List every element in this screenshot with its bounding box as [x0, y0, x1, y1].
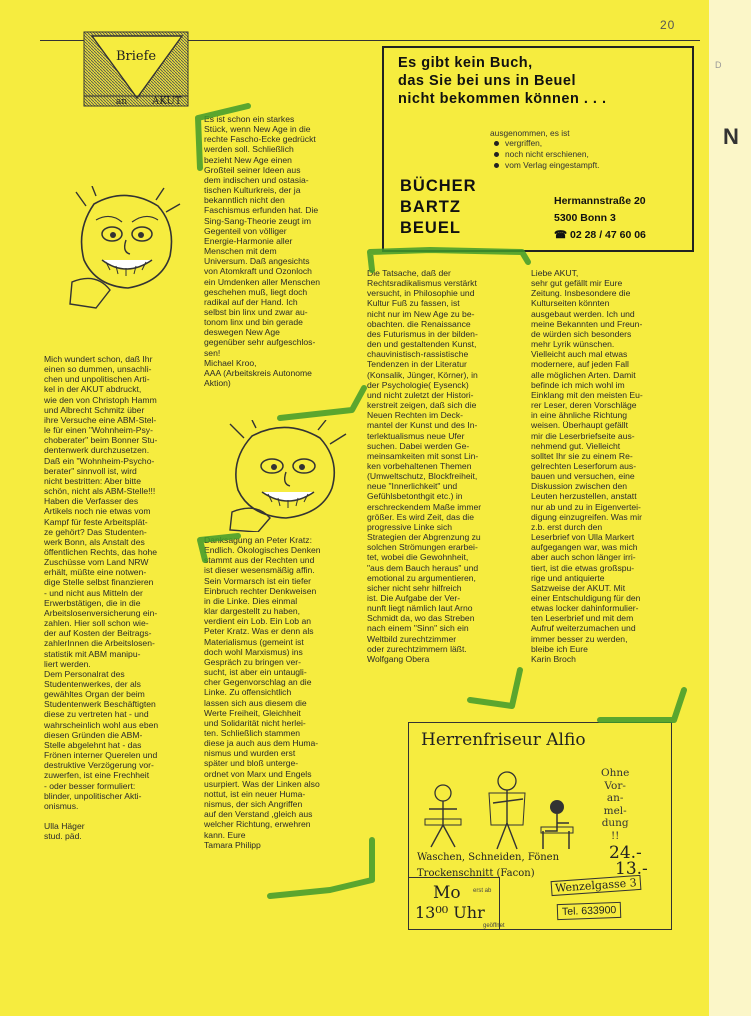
- service-wash-cut-dry: Waschen, Schneiden, Fönen: [417, 852, 560, 863]
- bullet-text: noch nicht erschienen,: [505, 149, 589, 159]
- side-word: !!: [610, 829, 620, 842]
- price-wash-cut-dry: 24.-: [609, 843, 642, 863]
- shop-name-line-2: BARTZ: [400, 198, 461, 216]
- shop-name-line-1: BÜCHER: [400, 177, 477, 195]
- barber-scene-illustration: [419, 763, 594, 851]
- bullet-item: [494, 160, 600, 170]
- shop-name: [400, 176, 477, 239]
- alfio-no-appointment: [601, 767, 629, 843]
- page-number: 20: [660, 18, 676, 32]
- bullet-dot-icon: [494, 141, 499, 146]
- bullet-text: vom Verlag eingestampft.: [505, 160, 600, 170]
- opening-time: 13⁰⁰ Uhr: [415, 903, 485, 922]
- bullet-dot-icon: [494, 152, 499, 157]
- side-word: dung: [601, 817, 629, 830]
- buecher-bartz-advert: [382, 46, 694, 252]
- letter-michael-kroo: Es ist schon ein starkes Stück, wenn New Age in die rechte Fascho-Ecke gedrückt werden soll. Schließlich bezieht New Age einen Großteil seiner Ideen aus dem indischen und ostasia- tischen Kulturkreis, der ja bekanntlich nicht den Faschismus erfunden hat. Die Sing-Sang-Theorie zeugt im Gegenteil von völliger Energie-Harmonie aller Menschen mit dem Universum. Daß angesichts von Atomkraft und Ozonloch ein Umdenken aller Menschen geschehen muß, liegt doch radikal auf der Hand. Ich selbst bin linx und zwar au- tonom linx und bin gerade deswegen New Age gegenüber sehr aufgeschlos- sen! Michael Kroo, AAA (Arbeitskreis Autonome Aktion): [204, 114, 321, 389]
- price-dry-cut: 13.-: [615, 859, 648, 879]
- edge-letter-n: N: [723, 124, 739, 149]
- side-word: an-: [606, 792, 624, 805]
- headline-line-3: nicht bekommen können . . .: [398, 91, 607, 107]
- opening-open-label: geöffnet: [483, 923, 505, 929]
- advert-headline: [398, 54, 606, 108]
- shop-address: [554, 193, 646, 244]
- shop-street: Hermannstraße 20: [554, 195, 646, 207]
- advert-subline: ausgenommen, es ist: [490, 128, 570, 138]
- bullet-item: [494, 149, 589, 159]
- letter-karin-broch: Liebe AKUT, sehr gut gefällt mir Eure Zeitung. Insbesondere die Kulturseiten könnten ausgebaut werden. Ich und meine Bekannten und Freun- de würden sich besonders mehr Lyrik wünschen. Vielleicht auch mal etwas modernere, auf jeden Fall alle möglichen Arten. Damit befinde ich mich wohl im Einklang mit den meisten Eu- rer Leser, deren Vorschläge in eine ähnliche Richtung weisen. Überhaupt gefällt mir die Leserbriefseite aus- nehmend gut. Vielleicht solltet Ihr sie zu einem Re- gelrechten Leserforum aus- bauen und versuchen, eine Diskussion zwischen den Leuten herzustellen, anstatt nur ab und zu in Eigenvertei- digung einzugreifen. Was mir z.b. erst durch den Leserbrief von Ulla Markert aufgegangen war, was mich aber auch schon länger irri- tiert, ist die etwas großspu- rige und antiquierte Satzweise der AKUT. Mit einer Entschuldigung für den etwas locker dahinformulier- ten Leserbrief und mit dem Aufruf weiterzumachen und immer besser zu werden, bleibe ich Eure Karin Broch: [531, 268, 643, 664]
- edge-letter-d: D: [715, 60, 722, 70]
- next-page-edge: [709, 0, 751, 1016]
- bullet-dot-icon: [494, 163, 499, 168]
- service-dry-cut: Trockenschnitt (Facon): [417, 868, 535, 879]
- shop-city: 5300 Bonn 3: [554, 212, 616, 224]
- logo-word-akut: AKUT: [152, 96, 182, 107]
- alfio-phone: Tel. 633900: [557, 902, 622, 920]
- alfio-title: Herrenfriseur Alfio: [421, 730, 586, 750]
- herrenfriseur-alfio-advert: [408, 722, 672, 930]
- briefe-an-akut-logo: [82, 30, 192, 108]
- letter-wolfgang-obera: Die Tatsache, daß der Rechtsradikalismus verstärkt versucht, in Philosophie und Kultur Fuß zu fassen, ist nicht nur im New Age zu be- obachten. die Renaissance des Futurismus in der bilden- den und gestaltenden Kunst, chauvinistisch-rassistische Tendenzen in der Literatur (Konsalik, Jünger, Körner), in der Psychologie( Eysenck) und nicht zuletzt der Histori- kerstreit zeigen, daß sich die Neuen Rechten im Deck- mantel der Kunst und des In- terlektualismus neue Ufer suchen. Dabei werden Ge- meinsamkeiten mit sonst Lin- ken vorbehaltenen Themen (Umweltschutz, Blockfreiheit, neue "Innerlichkeit" und Gefühlsbetonthgit etc.) in erschreckendem Maße immer größer. Es wird Zeit, das die progressive Linke sich Strategien der Abgrenzung zu solchen Strömungen erarbei- tet, wobei die Gewohnheit, "aus dem Bauch heraus" und emotional zu argumentieren, sicher nicht sehr hilfreich ist. Die Aufgabe der Ver- nunft liegt nämlich laut Arno Schmidt da, wo das Streben nach einem "Sinn" sich ein Weltbild zurechtzimmer oder zurechtzimmern läßt. Wolfgang Obera: [367, 268, 482, 664]
- shop-name-line-3: BEUEL: [400, 219, 461, 237]
- bullet-item: [494, 138, 542, 148]
- logo-word-briefe: Briefe: [116, 49, 157, 64]
- headline-line-1: Es gibt kein Buch,: [398, 55, 533, 71]
- side-word: Vor-: [604, 779, 626, 792]
- headline-line-2: das Sie bei uns in Beuel: [398, 73, 576, 89]
- cartoon-grinning-figure-top: [66, 186, 184, 310]
- logo-word-an: an: [116, 97, 128, 107]
- letter-ulla-haeger: Mich wundert schon, daß Ihr einen so dummen, unsachli- chen und unpolitischen Arti- kel in der AKUT abdruckt, wie den von Christoph Hamm und Albrecht Schmitz über ihre Versuche eine ABM-Stel- le für einen "Wohnheim-Psy- choberater" beim Bonner Stu- dentenwerk durchzusetzen. Daß ein "Wohnheim-Psycho- berater" sinnvoll ist, wird nicht bestritten: Aber bitte schön, nicht als ABM-Stelle!!! Haben die Verfasser des Artikels noch nie etwas vom Kampf für feste Arbeitsplät- ze gehört? Das Studenten- werk Bonn, als Anstalt des öffentlichen Rechts, das hohe Zuschüsse vom Land NRW erhält, müßte eine notwen- dige Stelle selbst finanzieren - und nicht aus Mitteln der Erwerbstätigen, die in die Arbeitslosenversicherung ein- zahlen. Hier soll schon wie- der auf Kosten der Beitrags- zahlerInnen die Arbeitslosen- statistik mit ABM manipu- liert werden. Dem Personalrat des Studentenwerkes, der als gewähltes Organ der beim Studentenwerk Beschäftigten diese zu vertreten hat - und wahrscheinlich wohl aus eben diesen Gründen die ABM- Stelle abgelehnt hat - das Frönen interner Querelen und destruktive Verzögerung vor- zuwerfen, ist eine Frechheit - oder besser formuliert: blinder, unpolitischer Akti- onismus. Ulla Häger stud. päd.: [44, 354, 159, 842]
- bullet-text: vergriffen,: [505, 138, 543, 148]
- opening-day: Mo: [433, 883, 461, 903]
- shop-phone: ☎ 02 28 / 47 60 06: [554, 229, 646, 241]
- alfio-street: Wenzelgasse 3: [551, 875, 642, 896]
- opening-from-label: erst ab: [473, 888, 492, 894]
- side-word: mel-: [603, 804, 627, 817]
- cartoon-grinning-figure-middle: [222, 420, 352, 532]
- side-word: Ohne: [601, 767, 630, 779]
- letter-tamara-philipp: Danksagung an Peter Kratz: Endlich. Ökologisches Denken stammt aus der Rechten und ist dieser wesensmäßig affin. Sein Vormarsch ist ein tiefer Einbruch rechter Denkweisen in die Linke. Dies einmal klar dargestellt zu haben, verdient ein Lob. Ein Lob an Peter Kratz. Was er denn als Materialismus (gemeint ist doch wohl Marxismus) ins Gespräch zu bringen ver- sucht, ist aber ein untaugli- cher Gegenvorschlag an die Linke. Zu offensichtlich lassen sich aus diesem die Werte Freiheit, Gleichheit und Solidarität nicht herlei- ten. Schließlich stammen diese ja auch aus dem Huma- nismus und wurden erst später und bloß unterge- ordnet von Marx und Engels usurpiert. Was der Linken also nottut, ist ein neuer Huma- nismus, der sich Angriffen auf den Verstand ,gleich aus welcher Richtung, erwehren kann. Eure Tamara Philipp: [204, 535, 321, 850]
